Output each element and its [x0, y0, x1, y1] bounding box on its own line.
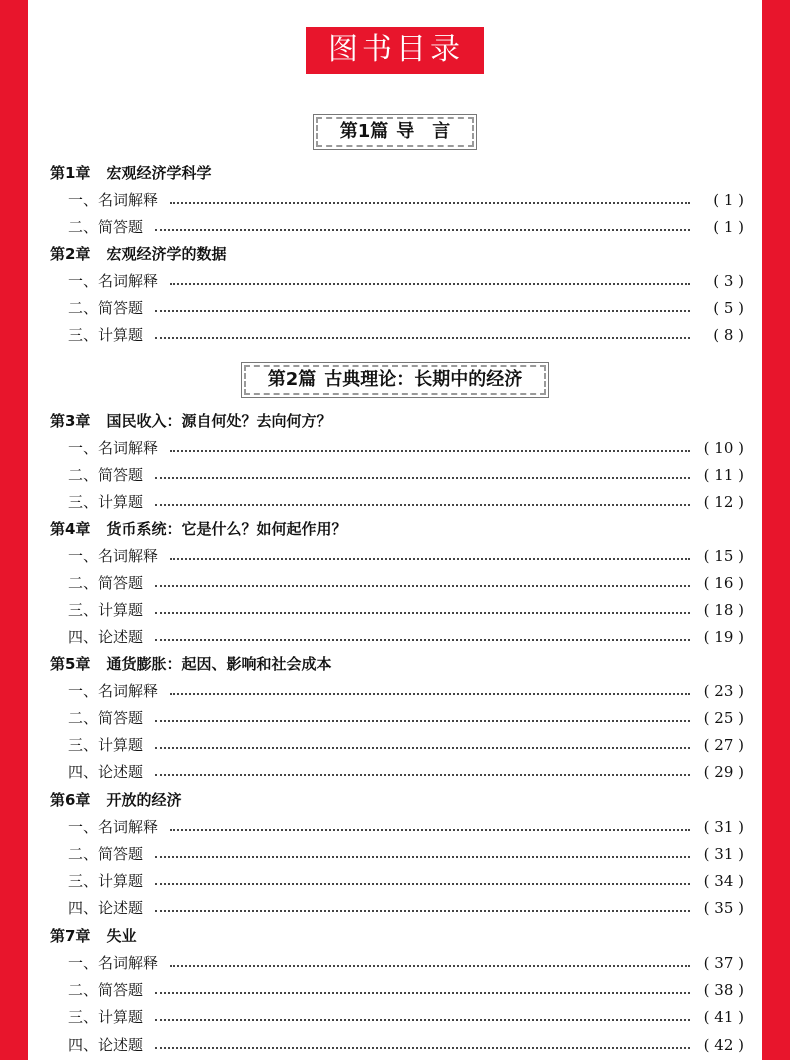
toc-entry[interactable] [68, 680, 744, 702]
leader-dots [155, 310, 690, 312]
leader-dots [170, 693, 690, 695]
title-banner [28, 27, 762, 74]
entry-page: ( 27 ) [703, 736, 744, 754]
toc-entry[interactable] [68, 270, 744, 292]
toc-entry[interactable] [68, 761, 744, 783]
toc-entry[interactable] [68, 491, 744, 513]
toc-entry[interactable] [68, 952, 744, 974]
entry-page: ( 8 ) [713, 326, 744, 344]
chapter-number: 第3章 [50, 412, 91, 430]
entry-page: ( 38 ) [703, 981, 744, 999]
toc-entry[interactable] [68, 979, 744, 1001]
entry-label: 二、简答题 [68, 299, 144, 317]
entry-page: ( 11 ) [703, 466, 744, 484]
toc-entry[interactable] [68, 545, 744, 567]
entry-label: 二、简答题 [68, 981, 144, 999]
entry-page: ( 1 ) [713, 191, 744, 209]
leader-dots [170, 829, 690, 831]
leader-dots [155, 337, 690, 339]
chapter-7-heading[interactable] [50, 925, 136, 947]
leader-dots [170, 450, 690, 452]
leader-dots [155, 856, 690, 858]
toc-entry[interactable] [68, 816, 744, 838]
entry-page: ( 25 ) [703, 709, 744, 727]
leader-dots [155, 504, 690, 506]
chapter-number: 第1章 [50, 164, 91, 182]
part-number: 第2篇 [267, 369, 317, 390]
entry-page: ( 3 ) [713, 272, 744, 290]
entry-page: ( 16 ) [703, 574, 744, 592]
entry-label: 二、简答题 [68, 218, 144, 236]
chapter-number: 第4章 [50, 520, 91, 538]
leader-dots [155, 910, 690, 912]
entry-label: 一、名词解释 [68, 818, 159, 836]
toc-entry[interactable] [68, 464, 744, 486]
leader-dots [155, 477, 690, 479]
chapter-3-heading[interactable] [50, 410, 331, 432]
entry-page: ( 23 ) [703, 682, 744, 700]
toc-entry[interactable] [68, 707, 744, 729]
toc-entry[interactable] [68, 324, 744, 346]
leader-dots [155, 747, 690, 749]
entry-page: ( 34 ) [703, 872, 744, 890]
entry-label: 三、计算题 [68, 493, 144, 511]
part-title: 导 言 [396, 121, 451, 142]
toc-entry[interactable] [68, 297, 744, 319]
chapter-title: 国民收入：源自何处？去向何方？ [106, 412, 332, 430]
entry-label: 三、计算题 [68, 872, 144, 890]
entry-label: 一、名词解释 [68, 272, 159, 290]
right-red-border [762, 0, 790, 1060]
part-title: 古典理论：长期中的经济 [324, 369, 523, 390]
chapter-title: 货币系统：它是什么？如何起作用？ [106, 520, 347, 538]
entry-page: ( 37 ) [703, 954, 744, 972]
entry-label: 四、论述题 [68, 628, 144, 646]
entry-label: 一、名词解释 [68, 191, 159, 209]
part-2-heading [28, 362, 762, 398]
toc-entry[interactable] [68, 870, 744, 892]
entry-label: 二、简答题 [68, 574, 144, 592]
entry-label: 二、简答题 [68, 709, 144, 727]
toc-entry[interactable] [68, 734, 744, 756]
toc-entry[interactable] [68, 897, 744, 919]
entry-label: 一、名词解释 [68, 547, 159, 565]
entry-label: 三、计算题 [68, 736, 144, 754]
entry-page: ( 5 ) [713, 299, 744, 317]
leader-dots [170, 558, 690, 560]
entry-label: 四、论述题 [68, 899, 144, 917]
toc-page [28, 0, 762, 1060]
left-red-border [0, 0, 28, 1060]
entry-page: ( 35 ) [703, 899, 744, 917]
chapter-title: 宏观经济学科学 [106, 164, 212, 182]
leader-dots [155, 1019, 690, 1021]
part-box [241, 362, 550, 398]
chapter-title: 失业 [106, 927, 137, 945]
chapter-number: 第6章 [50, 791, 91, 809]
toc-entry[interactable] [68, 1034, 744, 1056]
leader-dots [155, 639, 690, 641]
part-box [313, 114, 478, 150]
entry-label: 三、计算题 [68, 326, 144, 344]
leader-dots [155, 612, 690, 614]
chapter-2-heading[interactable] [50, 243, 226, 265]
chapter-title: 宏观经济学的数据 [106, 245, 227, 263]
chapter-title: 通货膨胀：起因、影响和社会成本 [106, 655, 332, 673]
chapter-number: 第5章 [50, 655, 91, 673]
entry-page: ( 10 ) [703, 439, 744, 457]
leader-dots [155, 720, 690, 722]
leader-dots [170, 283, 690, 285]
chapter-4-heading[interactable] [50, 518, 346, 540]
entry-page: ( 12 ) [703, 493, 744, 511]
leader-dots [155, 774, 690, 776]
toc-entry[interactable] [68, 1006, 744, 1028]
entry-page: ( 18 ) [703, 601, 744, 619]
page-title: 图书目录 [306, 27, 484, 74]
entry-page: ( 29 ) [703, 763, 744, 781]
entry-label: 一、名词解释 [68, 439, 159, 457]
part-1-heading [28, 114, 762, 150]
chapter-6-heading[interactable] [50, 789, 181, 811]
entry-label: 一、名词解释 [68, 682, 159, 700]
toc-entry[interactable] [68, 216, 744, 238]
entry-label: 二、简答题 [68, 466, 144, 484]
entry-page: ( 19 ) [703, 628, 744, 646]
part-number: 第1篇 [339, 121, 389, 142]
entry-label: 三、计算题 [68, 601, 144, 619]
entry-label: 三、计算题 [68, 1008, 144, 1026]
entry-page: ( 42 ) [703, 1036, 744, 1054]
toc-entry[interactable] [68, 599, 744, 621]
toc-entry[interactable] [68, 437, 744, 459]
chapter-title: 开放的经济 [106, 791, 182, 809]
chapter-number: 第7章 [50, 927, 91, 945]
chapter-5-heading[interactable] [50, 653, 331, 675]
entry-page: ( 1 ) [713, 218, 744, 236]
leader-dots [155, 229, 690, 231]
entry-page: ( 31 ) [703, 818, 744, 836]
toc-entry[interactable] [68, 626, 744, 648]
entry-label: 四、论述题 [68, 1036, 144, 1054]
entry-label: 四、论述题 [68, 763, 144, 781]
leader-dots [170, 202, 690, 204]
toc-entry[interactable] [68, 189, 744, 211]
leader-dots [155, 1047, 690, 1049]
toc-entry[interactable] [68, 572, 744, 594]
chapter-1-heading[interactable] [50, 162, 211, 184]
entry-page: ( 15 ) [703, 547, 744, 565]
entry-label: 一、名词解释 [68, 954, 159, 972]
leader-dots [155, 883, 690, 885]
entry-page: ( 31 ) [703, 845, 744, 863]
chapter-number: 第2章 [50, 245, 91, 263]
toc-entry[interactable] [68, 843, 744, 865]
entry-label: 二、简答题 [68, 845, 144, 863]
leader-dots [155, 585, 690, 587]
leader-dots [170, 965, 690, 967]
leader-dots [155, 992, 690, 994]
entry-page: ( 41 ) [703, 1008, 744, 1026]
